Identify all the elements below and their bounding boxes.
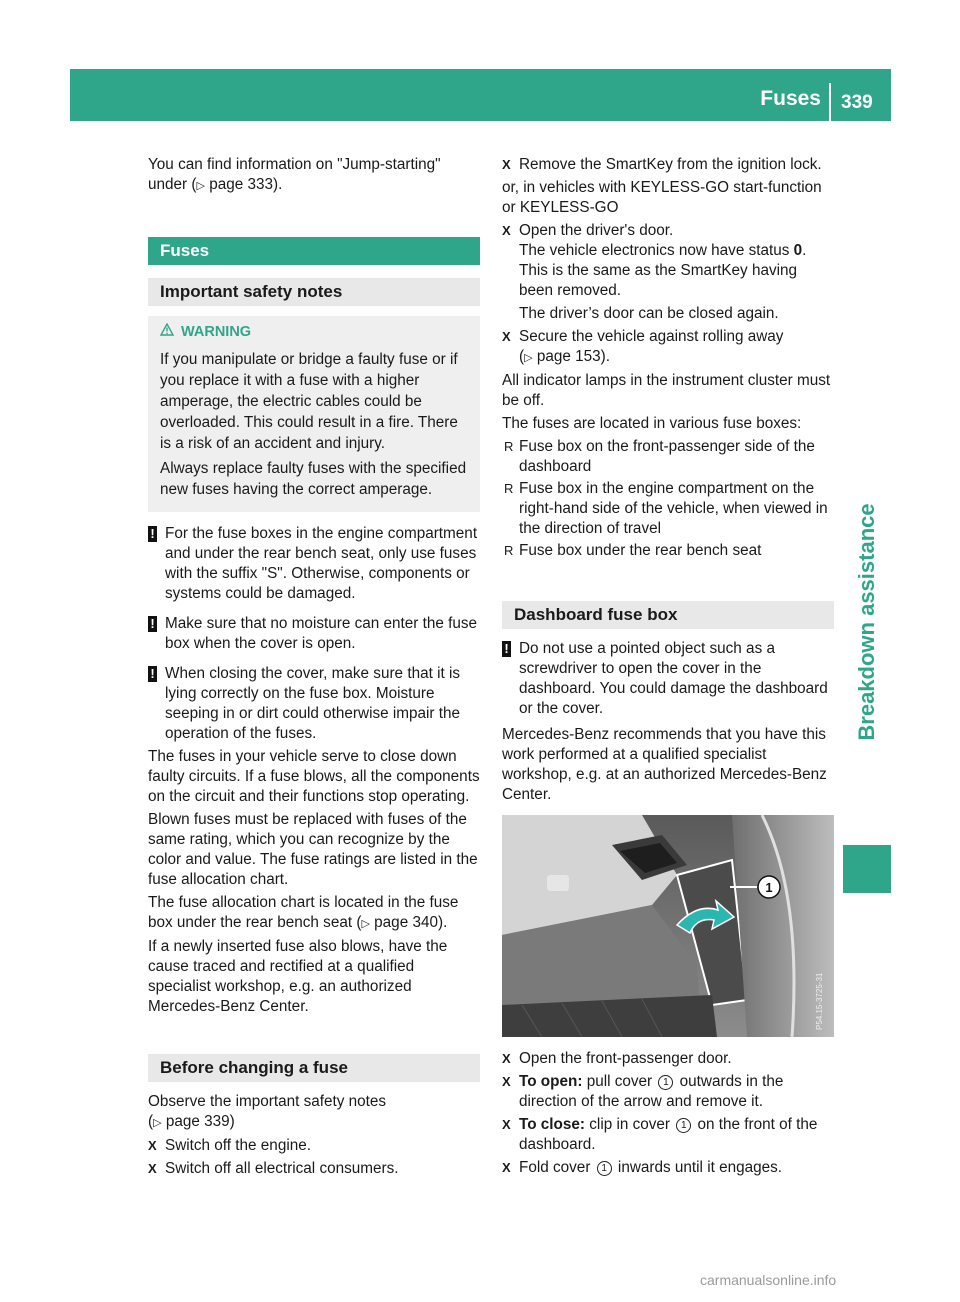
bullet-icon: R: [504, 439, 514, 454]
bullet-icon: R: [504, 481, 514, 496]
chapter-marker: [843, 845, 891, 893]
header-separator: [829, 83, 831, 121]
page-ref-link[interactable]: page 339): [165, 1113, 235, 1130]
dashboard-fuse-box-photo: [502, 815, 834, 1037]
note-item: ! Make sure that no moisture can enter the fuse box when the cover is open.: [148, 614, 480, 654]
chapter-tab: [843, 468, 891, 776]
step-item: X Switch off the engine.: [148, 1137, 311, 1154]
step-arrow-icon: X: [148, 1161, 157, 1176]
page-ref-icon: ▷: [361, 918, 370, 930]
page-ref-link[interactable]: page 333).: [209, 176, 283, 193]
page-ref-icon: ▷: [196, 180, 205, 192]
header-bar: [70, 69, 891, 121]
step-arrow-icon: X: [502, 1074, 511, 1089]
page-ref-icon: ▷: [153, 1117, 162, 1129]
step-arrow-icon: X: [502, 329, 511, 344]
list-item: R Fuse box in the engine compartment on the right-hand side of the vehicle, when viewed in the direction of travel: [504, 480, 828, 537]
step-arrow-icon: X: [502, 1117, 511, 1132]
paragraph: The fuses are located in various fuse boxes:: [502, 415, 802, 432]
paragraph: All indicator lamps in the instrument cluster must be off.: [502, 372, 831, 409]
paragraph: Mercedes-Benz recommends that you have this work performed at a qualified specialist workshop, e.g. at an authorized Mercedes-Benz Center.: [502, 726, 827, 803]
note-item: ! When closing the cover, make sure that it is lying correctly on the fuse box. Moisture seeping in or dirt could otherwise impair the operation of the fuses.: [148, 664, 480, 744]
status-value: 0: [793, 242, 803, 259]
note-icon: !: [148, 666, 157, 682]
photo-callout-label: 1: [765, 880, 773, 895]
warning-heading: WARNING: [160, 322, 472, 343]
section-heading-fuses: Fuses: [148, 237, 480, 265]
list-item: R Fuse box on the front-passenger side of the dashboard: [504, 438, 815, 475]
subheading-dashboard-fuse-box: Dashboard fuse box: [502, 601, 834, 629]
callout-1-icon: 1: [676, 1118, 691, 1133]
step-item: X Open the driver's door. The vehicle electronics now have status 0. This is the same as the SmartKey having been removed. The driver’s door can be closed again.: [502, 221, 834, 324]
subheading-safety: Important safety notes: [148, 278, 480, 306]
note-icon: !: [148, 616, 157, 632]
page-ref-link[interactable]: page 153).: [536, 348, 610, 365]
paragraph: or, in vehicles with KEYLESS-GO start-function or KEYLESS-GO: [502, 179, 822, 216]
warning-text: Always replace faulty fuses with the specified new fuses having the correct amperage.: [160, 460, 467, 498]
step-item: X Remove the SmartKey from the ignition lock.: [502, 156, 822, 173]
subheading-before-changing: Before changing a fuse: [148, 1054, 480, 1082]
paragraph: The driver’s door can be closed again.: [519, 305, 779, 322]
photo-code: P54.15-3725-31: [815, 972, 824, 1030]
note-item: ! Do not use a pointed object such as a screwdriver to open the cover in the dashboard. You could damage the dashboard or the cover.: [502, 639, 834, 719]
paragraph: If a newly inserted fuse also blows, have the cause traced and rectified at a qualified specialist workshop, e.g. an authorized Mercedes-Benz Center.: [148, 938, 448, 1015]
note-item: ! For the fuse boxes in the engine compartment and under the rear bench seat, only use fuses with the suffix "S". Otherwise, components or systems could be damaged.: [148, 524, 480, 604]
page-number: 339: [841, 92, 873, 113]
step-item: X To close: clip in cover 1 on the front of the dashboard.: [502, 1116, 818, 1153]
step-item: X To open: pull cover 1 outwards in the direction of the arrow and remove it.: [502, 1073, 784, 1110]
photo-illustration: [502, 815, 834, 1037]
paragraph: The fuses in your vehicle serve to close down faulty circuits. If a fuse blows, all the components on the circuit and their functions stop operating.: [148, 748, 480, 805]
section-title: Fuses: [760, 87, 821, 110]
callout-1-icon: 1: [658, 1075, 673, 1090]
right-column: [502, 155, 834, 1181]
intro-text: You can find information on "Jump-starting" under (▷ page 333).: [148, 156, 441, 193]
step-item: X Open the front-passenger door.: [502, 1050, 732, 1067]
list-item: R Fuse box under the rear bench seat: [504, 542, 762, 559]
step-item: X Secure the vehicle against rolling away (▷ page 153).: [502, 328, 784, 365]
step-arrow-icon: X: [502, 223, 511, 238]
step-item: X Switch off all electrical consumers.: [148, 1160, 399, 1177]
warning-box: [148, 316, 480, 512]
paragraph: The fuse allocation chart is located in the fuse box under the rear bench seat (▷ page 340).: [148, 894, 459, 931]
bullet-icon: R: [504, 543, 514, 558]
note-icon: !: [148, 526, 157, 542]
warning-icon: [160, 322, 176, 343]
chapter-tab-label: Breakdown assistance: [854, 503, 879, 741]
step-arrow-icon: X: [148, 1138, 157, 1153]
step-arrow-icon: X: [502, 157, 511, 172]
footer-watermark: carmanualsonline.info: [700, 1272, 837, 1288]
warning-text: If you manipulate or bridge a faulty fuse or if you replace it with a fuse with a higher amperage, the electric cables could be overloaded. This could result in a fire. There is a risk of an accident and injury.: [160, 351, 458, 452]
paragraph: Observe the important safety notes (▷ page 339): [148, 1093, 387, 1130]
page-ref-link[interactable]: page 340).: [374, 914, 448, 931]
step-arrow-icon: X: [502, 1160, 511, 1175]
step-arrow-icon: X: [502, 1051, 511, 1066]
page-ref-icon: ▷: [524, 352, 533, 364]
step-item: X Fold cover 1 inwards until it engages.: [502, 1159, 783, 1176]
note-icon: !: [502, 641, 511, 657]
callout-1-icon: 1: [597, 1161, 612, 1176]
left-column: [148, 155, 480, 1182]
paragraph: Blown fuses must be replaced with fuses of the same rating, which you can recognize by the color and value. The fuse ratings are listed in the fuse allocation chart.: [148, 811, 478, 888]
